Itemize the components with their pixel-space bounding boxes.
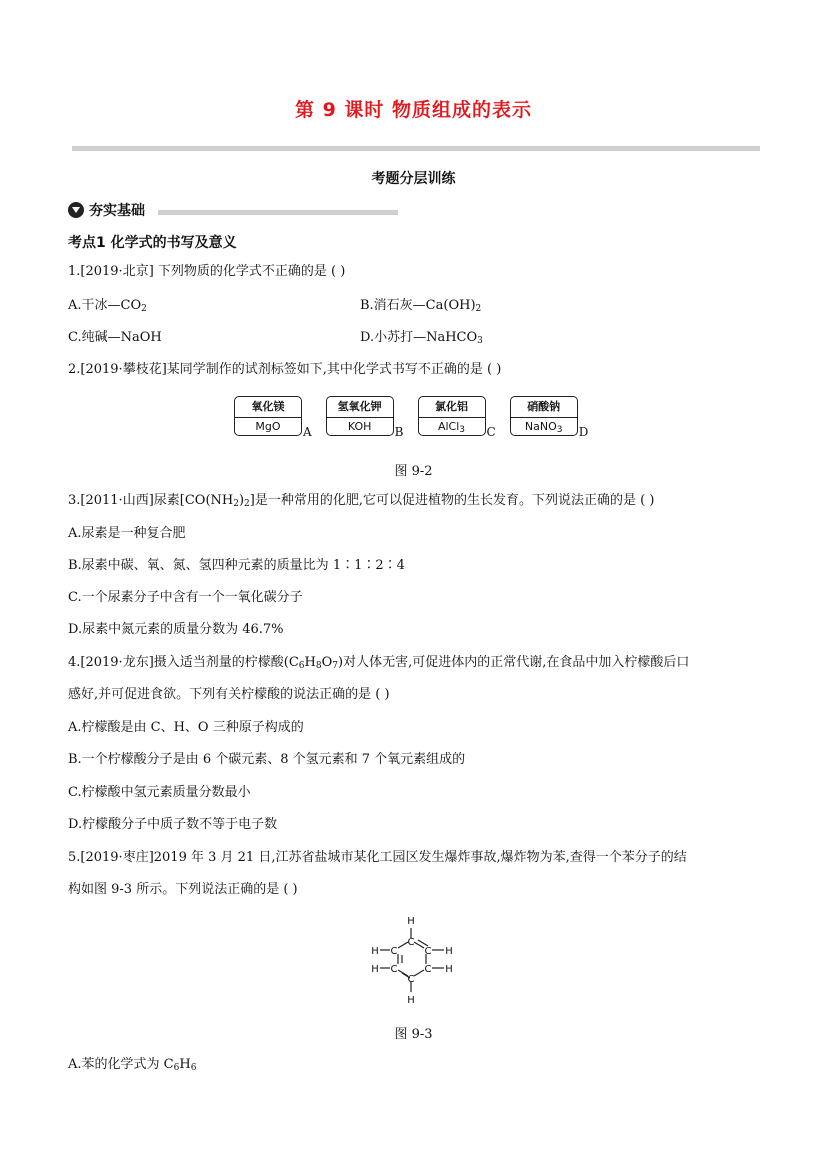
q4-option-a: A.柠檬酸是由 C、H、O 三种原子构成的: [68, 720, 304, 735]
q3-stem: 3.[2011·山西]尿素$[CO(NH_2)_2]$是一种常用的化肥,它可以促进植物的生长发育。下列说法正确的是 ( ): [68, 493, 655, 509]
page-title: 第 9 课时 物质组成的表示: [294, 99, 533, 121]
q4-stem-line1: 4.[2019·龙东]摄入适当剂量的柠檬酸$(C_6H_8O_7)$对人体无害,可促进体内的正常代谢,在食品中加入柠檬酸后口: [68, 655, 690, 671]
q2-stem: 2.[2019·攀枝花]某同学制作的试剂标签如下,其中化学式书写不正确的是 ( ): [68, 362, 502, 377]
triangle-down-icon: [68, 202, 84, 218]
kaodian-heading: 考点1 化学式的书写及意义: [68, 235, 237, 251]
atom-c: C: [424, 964, 432, 975]
section-subtitle: 考题分层训练: [371, 171, 456, 187]
title-divider: [72, 146, 760, 151]
atom-h: H: [407, 916, 415, 927]
q3-option-c: C.一个尿素分子中含有一个一氧化碳分子: [68, 590, 303, 605]
q1-option-d: D.小苏打—NaHCO$_3$: [360, 330, 483, 346]
atom-h: H: [371, 964, 379, 975]
atom-h: H: [445, 946, 453, 957]
atom-h: H: [371, 946, 379, 957]
q4-option-b: B.一个柠檬酸分子是由 6 个碳元素、8 个氢元素和 7 个氧元素组成的: [68, 752, 466, 767]
q5-stem-line1: 5.[2019·枣庄]2019 年 3 月 21 日,江苏省盐城市某化工园区发生爆炸事故,爆炸物为苯,查得一个苯分子的结: [68, 850, 687, 865]
section-bar: [158, 210, 398, 215]
reagent-labels-figure: [234, 396, 589, 439]
reagent-label: 硝酸钠 NaNO$_3$ D: [510, 396, 589, 436]
section-label: 夯实基础: [89, 203, 145, 219]
reagent-label: 氯化铝 AlCl$_3$ C: [418, 396, 496, 436]
atom-h: H: [445, 964, 453, 975]
q4-option-d: D.柠檬酸分子中质子数不等于电子数: [68, 817, 278, 832]
q4-option-c: C.柠檬酸中氢元素质量分数最小: [68, 785, 251, 800]
atom-h: H: [407, 995, 415, 1006]
reagent-label: 氢氧化钾 KOH B: [326, 396, 404, 436]
atom-c: C: [390, 964, 398, 975]
atom-c: C: [424, 946, 432, 957]
q3-option-b: B.尿素中碳、氧、氮、氢四种元素的质量比为 1∶1∶2∶4: [68, 558, 405, 573]
atom-c: C: [390, 946, 398, 957]
reagent-label: 氧化镁 MgO A: [234, 396, 312, 436]
q1-option-c: C.纯碱—NaOH: [68, 330, 162, 345]
section-heading: [68, 200, 145, 220]
figure-caption-9-2: 图 9-2: [394, 464, 433, 479]
figure-caption-9-3: 图 9-3: [394, 1027, 433, 1042]
q3-option-a: A.尿素是一种复合肥: [68, 526, 186, 541]
atom-c: C: [407, 937, 415, 948]
q5-option-a: A.苯的化学式为 $C_6H_6$: [68, 1057, 197, 1073]
q1-option-a: A.干冰$—CO_2$: [68, 298, 147, 314]
q1-option-b: B.消石灰$—Ca(OH)_2$: [360, 298, 482, 314]
q4-stem-line2: 感好,并可促进食欲。下列有关柠檬酸的说法正确的是 ( ): [68, 687, 390, 702]
benzene-structure-diagram: [360, 908, 470, 1012]
atom-c: C: [407, 974, 415, 985]
q1-stem: 1.[2019·北京] 下列物质的化学式不正确的是 ( ): [68, 264, 346, 279]
q3-option-d: D.尿素中氮元素的质量分数为 46.7%: [68, 622, 284, 637]
q5-stem-line2: 构如图 9-3 所示。下列说法正确的是 ( ): [68, 882, 298, 897]
